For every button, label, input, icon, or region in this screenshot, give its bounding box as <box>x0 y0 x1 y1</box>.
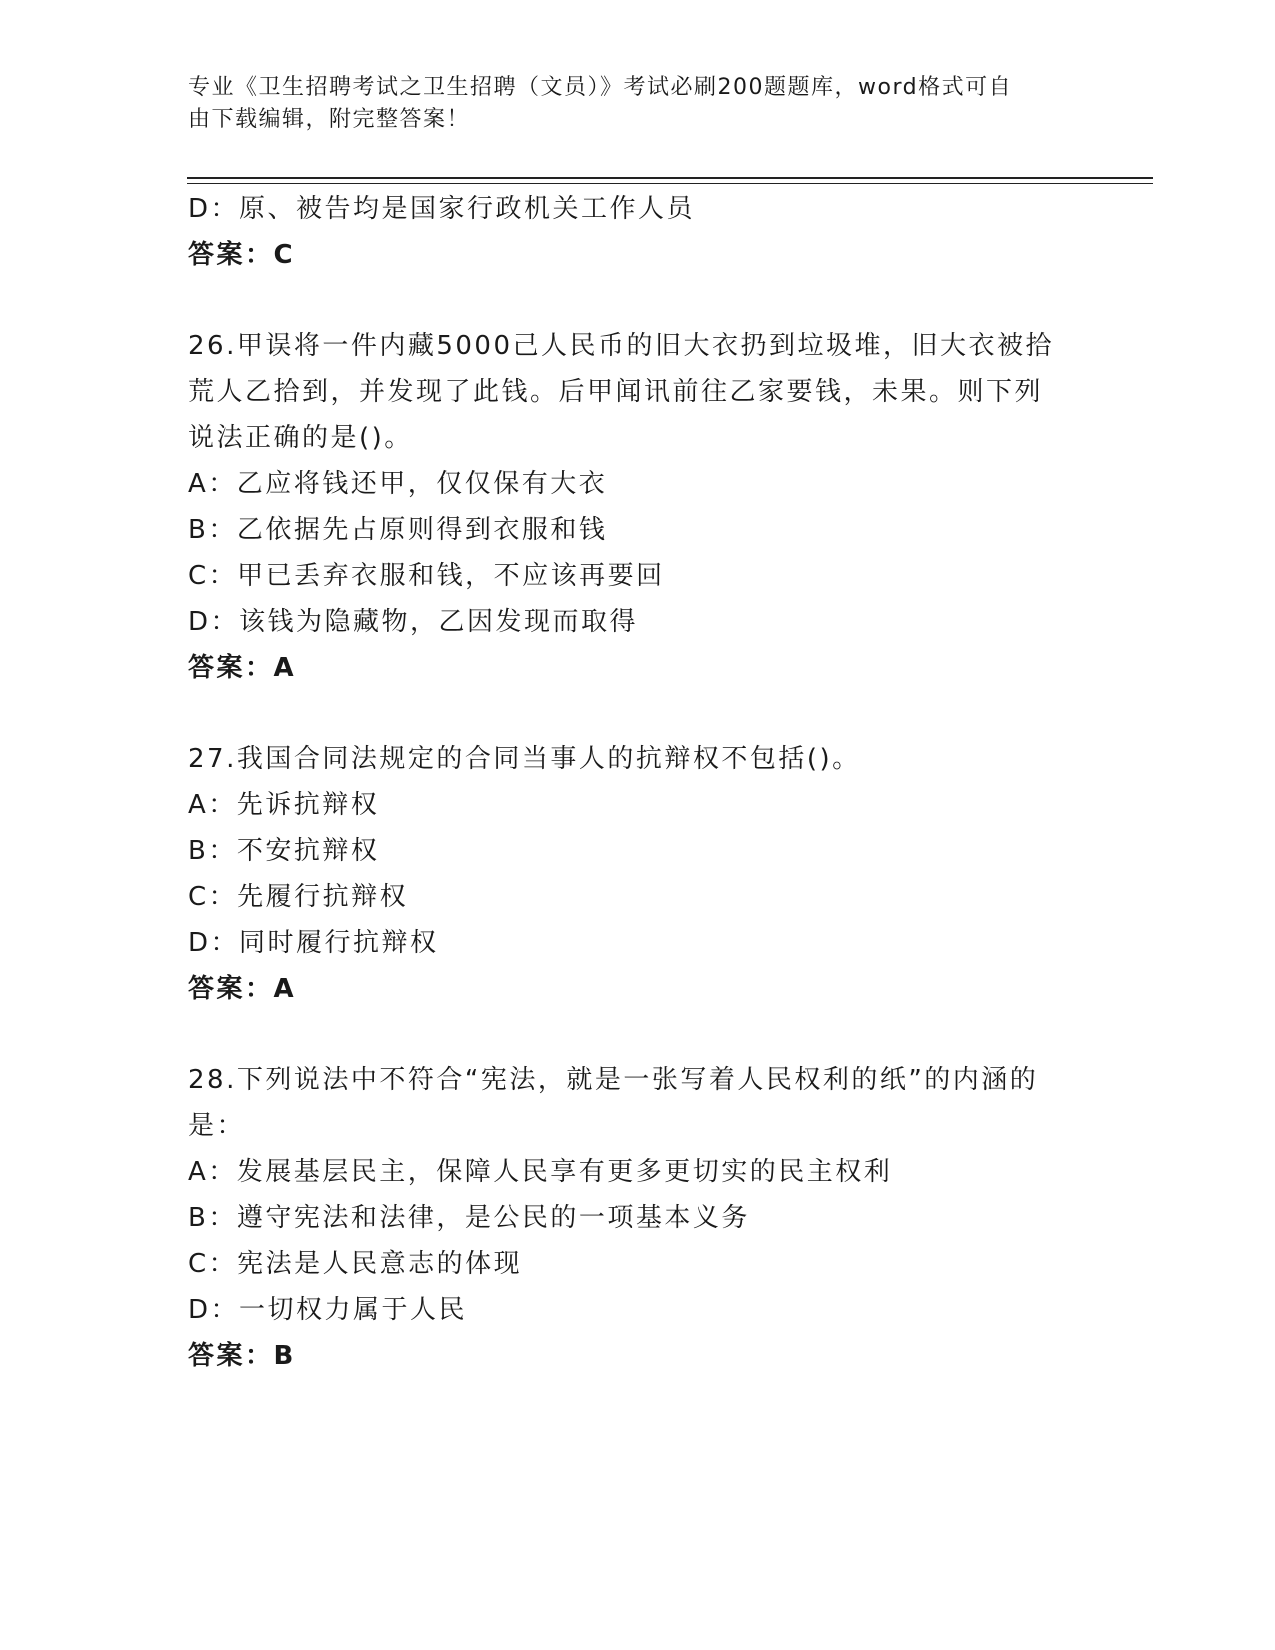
answer: 答案：A <box>188 974 297 1004</box>
header-rule-thin <box>187 183 1153 184</box>
option-a: A：先诉抗辩权 <box>188 790 380 820</box>
option-b: B：遵守宪法和法律，是公民的一项基本义务 <box>188 1203 750 1233</box>
spacer <box>188 1012 1088 1057</box>
option-d: D：一切权力属于人民 <box>188 1295 468 1325</box>
question-stem-line: 说法正确的是()。 <box>188 423 413 453</box>
answer: 答案：B <box>188 1341 296 1371</box>
option-d: D：该钱为隐藏物，乙因发现而取得 <box>188 607 639 637</box>
spacer <box>188 691 1088 736</box>
prev-answer: 答案：C <box>188 240 296 270</box>
header-line-2: 由下载编辑，附完整答案！ <box>188 107 471 132</box>
question-27 <box>188 736 1088 1012</box>
option-c: C：宪法是人民意志的体现 <box>188 1249 523 1279</box>
question-stem-line: 26.甲误将一件内藏5000己人民币的旧大衣扔到垃圾堆，旧大衣被拾 <box>188 331 1055 361</box>
question-list <box>188 186 1088 1379</box>
header-rule-thick <box>187 177 1153 179</box>
question-stem-line: 是： <box>188 1111 246 1141</box>
question-stem-line: 28.下列说法中不符合“宪法，就是一张写着人民权利的纸”的内涵的 <box>188 1065 1039 1095</box>
option-b: B：乙依据先占原则得到衣服和钱 <box>188 515 608 545</box>
option-b: B：不安抗辩权 <box>188 836 380 866</box>
question-stem-line: 27.我国合同法规定的合同当事人的抗辩权不包括()。 <box>188 744 861 774</box>
option-a: A：乙应将钱还甲，仅仅保有大衣 <box>188 469 608 499</box>
question-28 <box>188 1057 1088 1379</box>
option-d: D：同时履行抗辩权 <box>188 928 439 958</box>
option-c: C：甲已丢弃衣服和钱，不应该再要回 <box>188 561 665 591</box>
prev-option-d: D：原、被告均是国家行政机关工作人员 <box>188 194 696 224</box>
page-header <box>188 72 1068 136</box>
option-c: C：先履行抗辩权 <box>188 882 409 912</box>
question-26 <box>188 323 1088 691</box>
option-a: A：发展基层民主，保障人民享有更多更切实的民主权利 <box>188 1157 893 1187</box>
question-stem-line: 荒人乙拾到，并发现了此钱。后甲闻讯前往乙家要钱，未果。则下列 <box>188 377 1044 407</box>
spacer <box>188 278 1088 323</box>
header-line-1: 专业《卫生招聘考试之卫生招聘（文员）》考试必刷200题题库，word格式可自 <box>188 75 1013 100</box>
answer: 答案：A <box>188 653 297 683</box>
